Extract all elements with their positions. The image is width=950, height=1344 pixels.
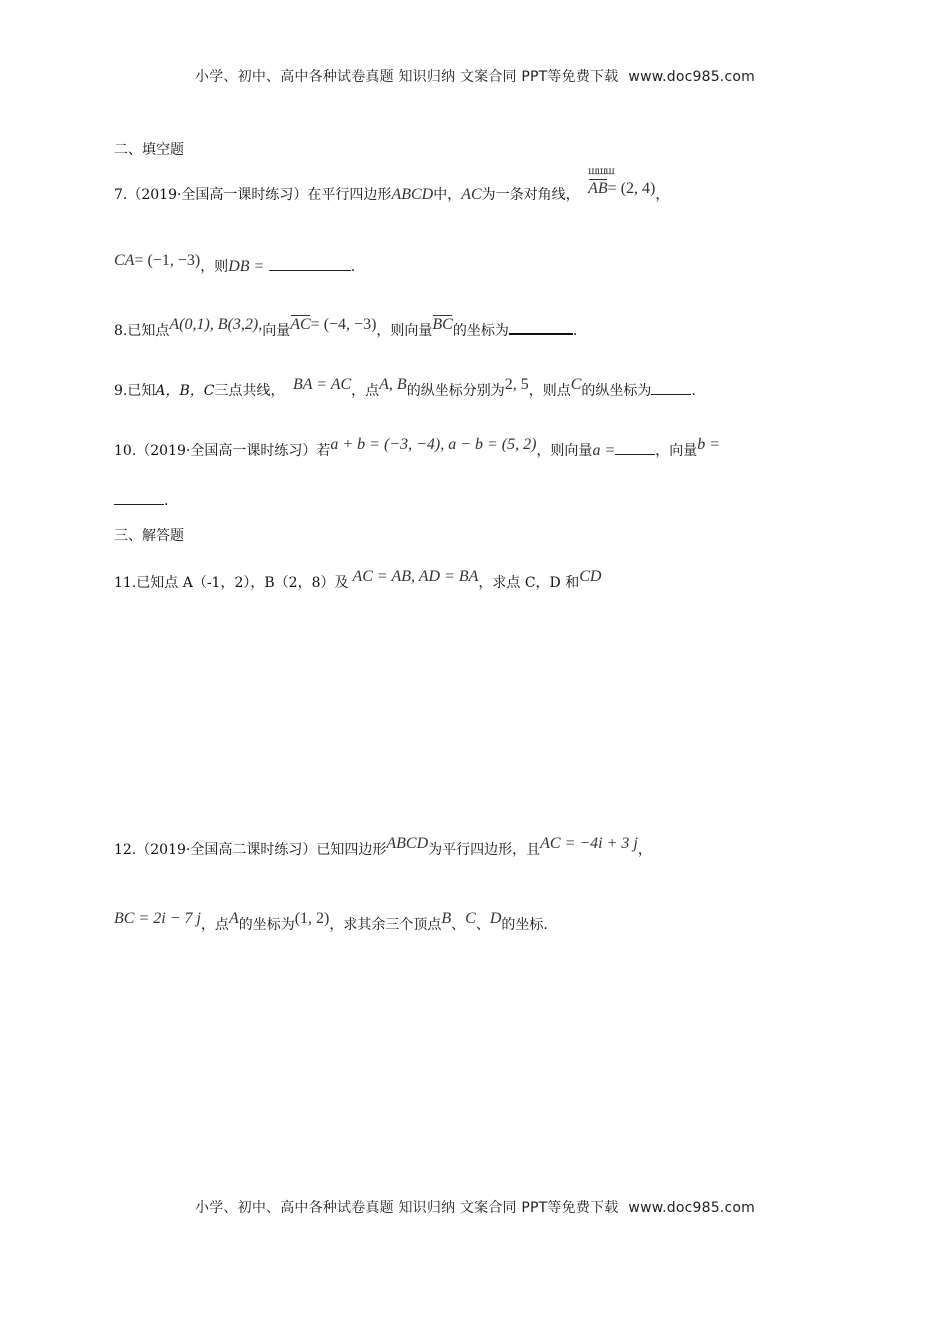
- q7-ca-val: = (−1, −3): [134, 252, 201, 269]
- section-answer: 三、解答题: [114, 528, 184, 544]
- q7-mid2: 为一条对角线，: [481, 187, 580, 203]
- q10-a: a =: [592, 442, 616, 459]
- question-7-line-2: [114, 252, 356, 276]
- q10-expr: a + b = (−3, −4), a − b = (5, 2): [330, 436, 537, 453]
- question-9: [114, 376, 696, 400]
- q10-mid1: ，则向量: [536, 443, 593, 459]
- q9-ab: A, B: [379, 376, 407, 393]
- q10-b-answer-blank[interactable]: [114, 490, 164, 505]
- q8-ac-val: = (−4, −3): [310, 316, 377, 333]
- q11-mid: ，求点 C，D 和: [478, 575, 580, 591]
- q9-end: .: [691, 383, 696, 399]
- q9-mid4: ，则点: [528, 383, 571, 399]
- q8-mid1: 向量: [262, 323, 291, 339]
- q9-mid5: 的纵坐标为: [581, 383, 652, 399]
- q10-b: b =: [697, 436, 721, 453]
- q12-abcd: ABCD: [386, 835, 429, 852]
- q8-bc-expr: BC: [432, 316, 453, 333]
- footer-text: 小学、初中、高中各种试卷真题 知识归纳 文案合同 PPT等免费下载: [195, 1200, 619, 1216]
- q7-ab-expr: AB: [588, 180, 608, 197]
- q10-mid2: ，向量: [655, 443, 698, 459]
- q9-mid3: 的纵坐标分别为: [406, 383, 505, 399]
- q7-abcd: ABCD: [391, 186, 434, 203]
- question-8: [114, 316, 578, 340]
- q12-prefix: 12.（2019·全国高二课时练习）已知四边形: [114, 842, 387, 858]
- q9-mid1: 三点共线，: [214, 383, 285, 399]
- vector-arrow-icon: ꟺꟺꟺ: [588, 166, 614, 177]
- q7-answer-blank[interactable]: [269, 256, 351, 271]
- question-7-line-1: [114, 166, 670, 204]
- header-text: 小学、初中、高中各种试卷真题 知识归纳 文案合同 PPT等免费下载: [195, 69, 619, 85]
- question-12-line-2: [114, 910, 548, 934]
- q7-ab-vector: [588, 166, 614, 198]
- q10-a-answer-blank[interactable]: [615, 440, 655, 455]
- q12-mid4: ，求其余三个顶点: [329, 917, 442, 933]
- q12-end1: ，: [637, 842, 652, 858]
- q12-coord: (1, 2): [294, 910, 330, 927]
- q12-sep2: 、: [475, 917, 490, 933]
- q12-ac-expr: AC = −4i + 3 j: [540, 835, 638, 852]
- q12-end2: 的坐标.: [501, 917, 548, 933]
- q12-mid2: ，点: [200, 917, 229, 933]
- q8-mid3: 的坐标为: [452, 323, 509, 339]
- q8-prefix: 8.已知点: [114, 323, 170, 339]
- q9-prefix: 9.已知: [114, 383, 156, 399]
- question-10-line-2: [114, 490, 168, 509]
- q9-mid2: ，点: [351, 383, 380, 399]
- q8-ac-expr: AC: [290, 316, 311, 333]
- q12-d: D: [489, 910, 502, 927]
- q10-prefix: 10.（2019·全国高一课时练习）若: [114, 443, 331, 459]
- q8-end: .: [572, 323, 578, 339]
- q7-db: DB =: [228, 258, 265, 275]
- header-site[interactable]: www.doc985.com: [628, 69, 755, 85]
- q12-b: B: [441, 910, 452, 927]
- q9-answer-blank[interactable]: [651, 380, 691, 395]
- question-10-line-1: [114, 436, 721, 460]
- question-11: [114, 568, 602, 592]
- q7-ca-expr: CA: [114, 252, 135, 269]
- q11-cd: CD: [579, 568, 602, 585]
- q7-mid1: 中，: [433, 187, 462, 203]
- q9-vals: 2, 5: [504, 376, 529, 393]
- q7-ab-val: = (2, 4): [607, 180, 656, 197]
- q7-prefix: 7.（2019·全国高一课时练习）在平行四边形: [114, 187, 392, 203]
- q12-bc-expr: BC = 2i − 7 j: [114, 910, 201, 927]
- q10-end: .: [164, 493, 169, 509]
- section-fill-in: 二、填空题: [114, 142, 184, 158]
- q12-mid1: 为平行四边形，且: [428, 842, 541, 858]
- q8-answer-blank[interactable]: [509, 319, 573, 335]
- q12-sep1: 、: [451, 917, 466, 933]
- q7-mid3: ，则: [200, 259, 229, 275]
- q12-a: A: [228, 910, 239, 927]
- q7-end2: .: [350, 259, 356, 275]
- page-footer: [0, 1197, 950, 1217]
- q7-end1: ，: [655, 187, 670, 203]
- q7-ac: AC: [461, 186, 482, 203]
- q8-mid2: ，则向量: [376, 323, 433, 339]
- page-header: [0, 66, 950, 86]
- q9-expr: BA = AC: [292, 376, 352, 393]
- footer-site[interactable]: www.doc985.com: [628, 1200, 755, 1216]
- q12-c: C: [465, 910, 476, 927]
- q9-abc: A，B，C: [155, 383, 215, 399]
- q8-points: A(0,1), B(3,2),: [169, 316, 263, 333]
- q9-c: C: [570, 376, 582, 393]
- q12-mid3: 的坐标为: [238, 917, 295, 933]
- q11-prefix: 11.已知点 A（-1，2），B（2，8）及: [114, 575, 349, 591]
- question-12-line-1: [114, 835, 652, 859]
- q11-expr: AC = AB, AD = BA: [352, 568, 479, 585]
